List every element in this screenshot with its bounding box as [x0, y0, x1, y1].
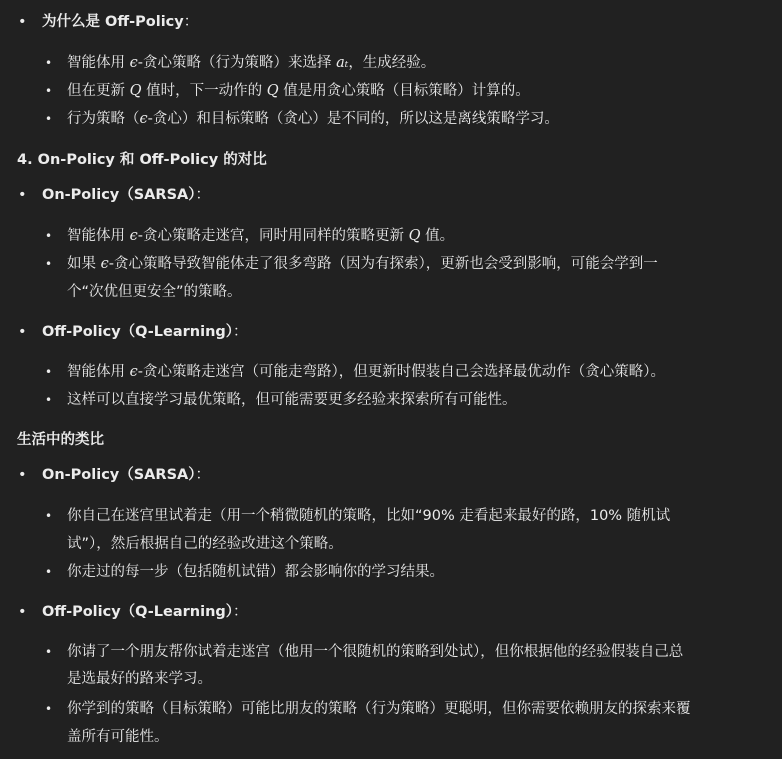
- text: 你请了一个朋友帮你试着走迷宫（他用一个很随机的策略到处试），但你根据他的经验假装自己总: [67, 644, 684, 660]
- math-q: Q: [408, 228, 421, 244]
- bullet: •: [18, 604, 27, 620]
- text: 智能体用: [67, 364, 130, 380]
- list-item: [45, 697, 767, 722]
- list-item-continuation: 盖所有可能性。: [67, 729, 169, 745]
- bullet: •: [45, 645, 53, 659]
- math-q: Q: [266, 83, 279, 99]
- list-item: [45, 388, 767, 413]
- compare-on-policy: [18, 183, 210, 208]
- bullet: •: [45, 84, 53, 98]
- math-epsilon: ϵ: [139, 111, 148, 127]
- text: -贪心策略走迷宫，同时用同样的策略更新: [137, 228, 409, 244]
- bullet: •: [45, 257, 53, 271]
- text: 你学到的策略（目标策略）可能比朋友的策略（行为策略）更聪明，但你需要依赖朋友的探索来覆: [67, 701, 691, 717]
- math-epsilon: ϵ: [129, 228, 138, 244]
- text: 但在更新: [67, 83, 130, 99]
- bullet: •: [45, 393, 53, 407]
- bullet: •: [45, 702, 53, 716]
- section-title: On-Policy（SARSA）: [42, 467, 196, 483]
- text: 这样可以直接学习最优策略，但可能需要更多经验来探索所有可能性。: [67, 392, 517, 408]
- list-item: [45, 504, 767, 529]
- text: -贪心）和目标策略（贪心）是不同的，所以这是离线策略学习。: [147, 111, 559, 127]
- bullet: •: [45, 509, 53, 523]
- bullet: •: [45, 565, 53, 579]
- text: -贪心策略（行为策略）来选择: [137, 55, 337, 71]
- bullet: •: [18, 14, 27, 30]
- list-item: [45, 560, 767, 585]
- math-epsilon: ϵ: [129, 364, 138, 380]
- list-item: [45, 51, 767, 76]
- compare-off-policy: [18, 320, 248, 345]
- section-title: On-Policy（SARSA）: [42, 187, 196, 203]
- bullet: •: [45, 56, 53, 70]
- colon: ：: [233, 604, 248, 620]
- text: -贪心策略走迷宫（可能走弯路），但更新时假装自己会选择最优动作（贪心策略）。: [137, 364, 665, 380]
- math-q: Q: [129, 83, 142, 99]
- text: 行为策略（: [67, 111, 140, 127]
- list-item: [45, 252, 767, 277]
- list-item-continuation: 是选最好的路来学习。: [67, 671, 212, 687]
- bullet: •: [18, 187, 27, 203]
- text: ，生成经验。: [348, 55, 436, 71]
- text: 值。: [420, 228, 455, 244]
- section-title: 为什么是 Off-Policy: [42, 14, 184, 30]
- text: 你走过的每一步（包括随机试错）都会影响你的学习结果。: [67, 564, 444, 580]
- text: 值时，下一动作的: [141, 83, 267, 99]
- colon: ：: [233, 324, 248, 340]
- analogy-on-policy: [18, 463, 210, 488]
- math-epsilon: ϵ: [129, 55, 138, 71]
- text: 值是用贪心策略（目标策略）计算的。: [278, 83, 530, 99]
- bullet: •: [45, 365, 53, 379]
- section-title: Off-Policy（Q-Learning）: [42, 604, 234, 620]
- bullet: •: [45, 112, 53, 126]
- heading-analogy: 生活中的类比: [17, 432, 104, 448]
- text: 智能体用: [67, 55, 130, 71]
- text: 你自己在迷宫里试着走（用一个稍微随机的策略，比如“90% 走看起来最好的路，10% 随机试: [67, 508, 671, 524]
- bullet: •: [45, 229, 53, 243]
- colon: ：: [183, 14, 199, 30]
- math-epsilon: ϵ: [100, 256, 109, 272]
- analogy-off-policy: [18, 600, 248, 625]
- heading-comparison: 4. On-Policy 和 Off-Policy 的对比: [17, 152, 267, 168]
- colon: ：: [195, 467, 210, 483]
- list-item: [45, 107, 767, 132]
- section-why-off-policy: [18, 10, 199, 35]
- list-item: [45, 360, 767, 385]
- list-item: [45, 79, 767, 104]
- text: 智能体用: [67, 228, 130, 244]
- bullet: •: [18, 324, 27, 340]
- list-item: [45, 224, 767, 249]
- list-item-continuation: 个“次优但更安全”的策略。: [67, 284, 242, 300]
- math-a-t: aₜ: [336, 55, 349, 71]
- list-item-continuation: 试”），然后根据自己的经验改进这个策略。: [67, 536, 343, 552]
- text: 如果: [67, 256, 101, 272]
- text: -贪心策略导致智能体走了很多弯路（因为有探索），更新也会受到影响，可能会学到一: [108, 256, 658, 272]
- colon: ：: [195, 187, 210, 203]
- list-item: [45, 640, 767, 665]
- bullet: •: [18, 467, 27, 483]
- section-title: Off-Policy（Q-Learning）: [42, 324, 234, 340]
